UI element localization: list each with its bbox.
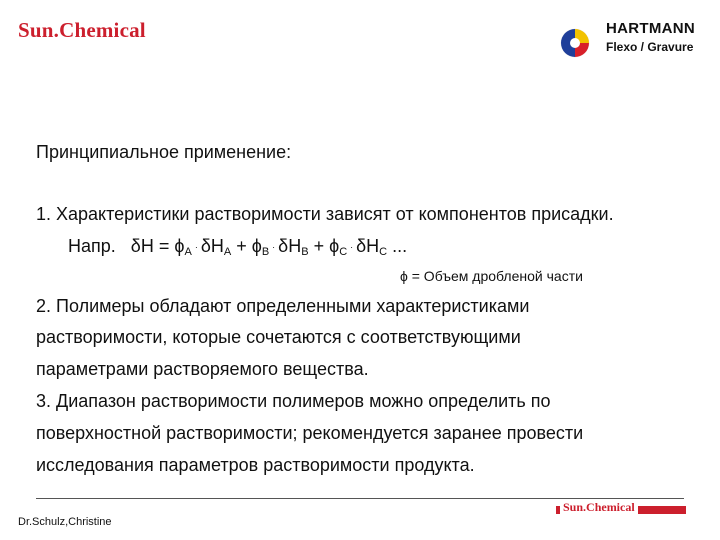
formula-phi-a: ϕ [174,236,185,256]
point-2-line-1: 2. Полимеры обладают определенными характеристиками [36,296,530,316]
formula-plus: + [313,236,325,256]
hartmann-logo-icon [560,28,590,58]
formula-delta: δ [130,236,141,256]
formula-sub-a: A [223,246,232,258]
formula-h-c: H [366,236,380,256]
formula-phi-b: ϕ [251,236,262,256]
point-1: 1. Характеристики растворимости зависят от компонентов присадки. [36,204,614,224]
section-heading: Принципиальное применение: [36,142,292,162]
formula-line [68,236,407,258]
hartmann-brand-subtitle: Flexo / Gravure [606,40,694,54]
formula-phi-c: ϕ [329,236,340,256]
point-3-line-1: 3. Диапазон растворимости полимеров можно определить по [36,391,551,411]
formula-h: H [140,236,154,256]
sunchemical-logo-text: Sun.Chemical [18,18,146,42]
formula-ellipsis: ... [392,236,408,256]
footer-sunchemical-logo-text: Sun.Chemical [560,500,638,515]
formula-delta-c: δ [356,236,367,256]
footer-author: Dr.Schulz,Christine [18,516,112,528]
formula-h-a: H [210,236,224,256]
hartmann-brand-name: HARTMANN [606,20,696,37]
point-3-line-3: исследования параметров растворимости продукта. [36,455,475,475]
point-2-line-2: растворимости, которые сочетаются с соответствующими [36,327,521,347]
formula-equals: = [158,236,170,256]
formula-sub-c: C [339,246,348,258]
formula-sub-c: C [379,246,388,258]
formula-dot: · [350,242,354,252]
footer-divider [36,498,684,499]
formula-prefix: Напр. [68,236,116,256]
formula-delta-a: δ [200,236,211,256]
formula-delta-b: δ [278,236,289,256]
formula-sub-b: B [301,246,309,258]
formula-plus: + [236,236,247,256]
formula-dot: · [194,242,198,252]
point-3-line-2: поверхностной растворимости; рекомендуется заранее провести [36,423,584,443]
point-2-line-3: параметрами растворяемого вещества. [36,359,369,379]
footnote-text: = Объем дробленой части [411,268,583,284]
formula-h-b: H [288,236,302,256]
formula-dot: · [272,242,276,252]
formula-sub-b: B [261,246,270,258]
footnote-symbol: ϕ [400,268,408,284]
formula-sub-a: A [184,246,192,258]
footnote [400,268,583,284]
